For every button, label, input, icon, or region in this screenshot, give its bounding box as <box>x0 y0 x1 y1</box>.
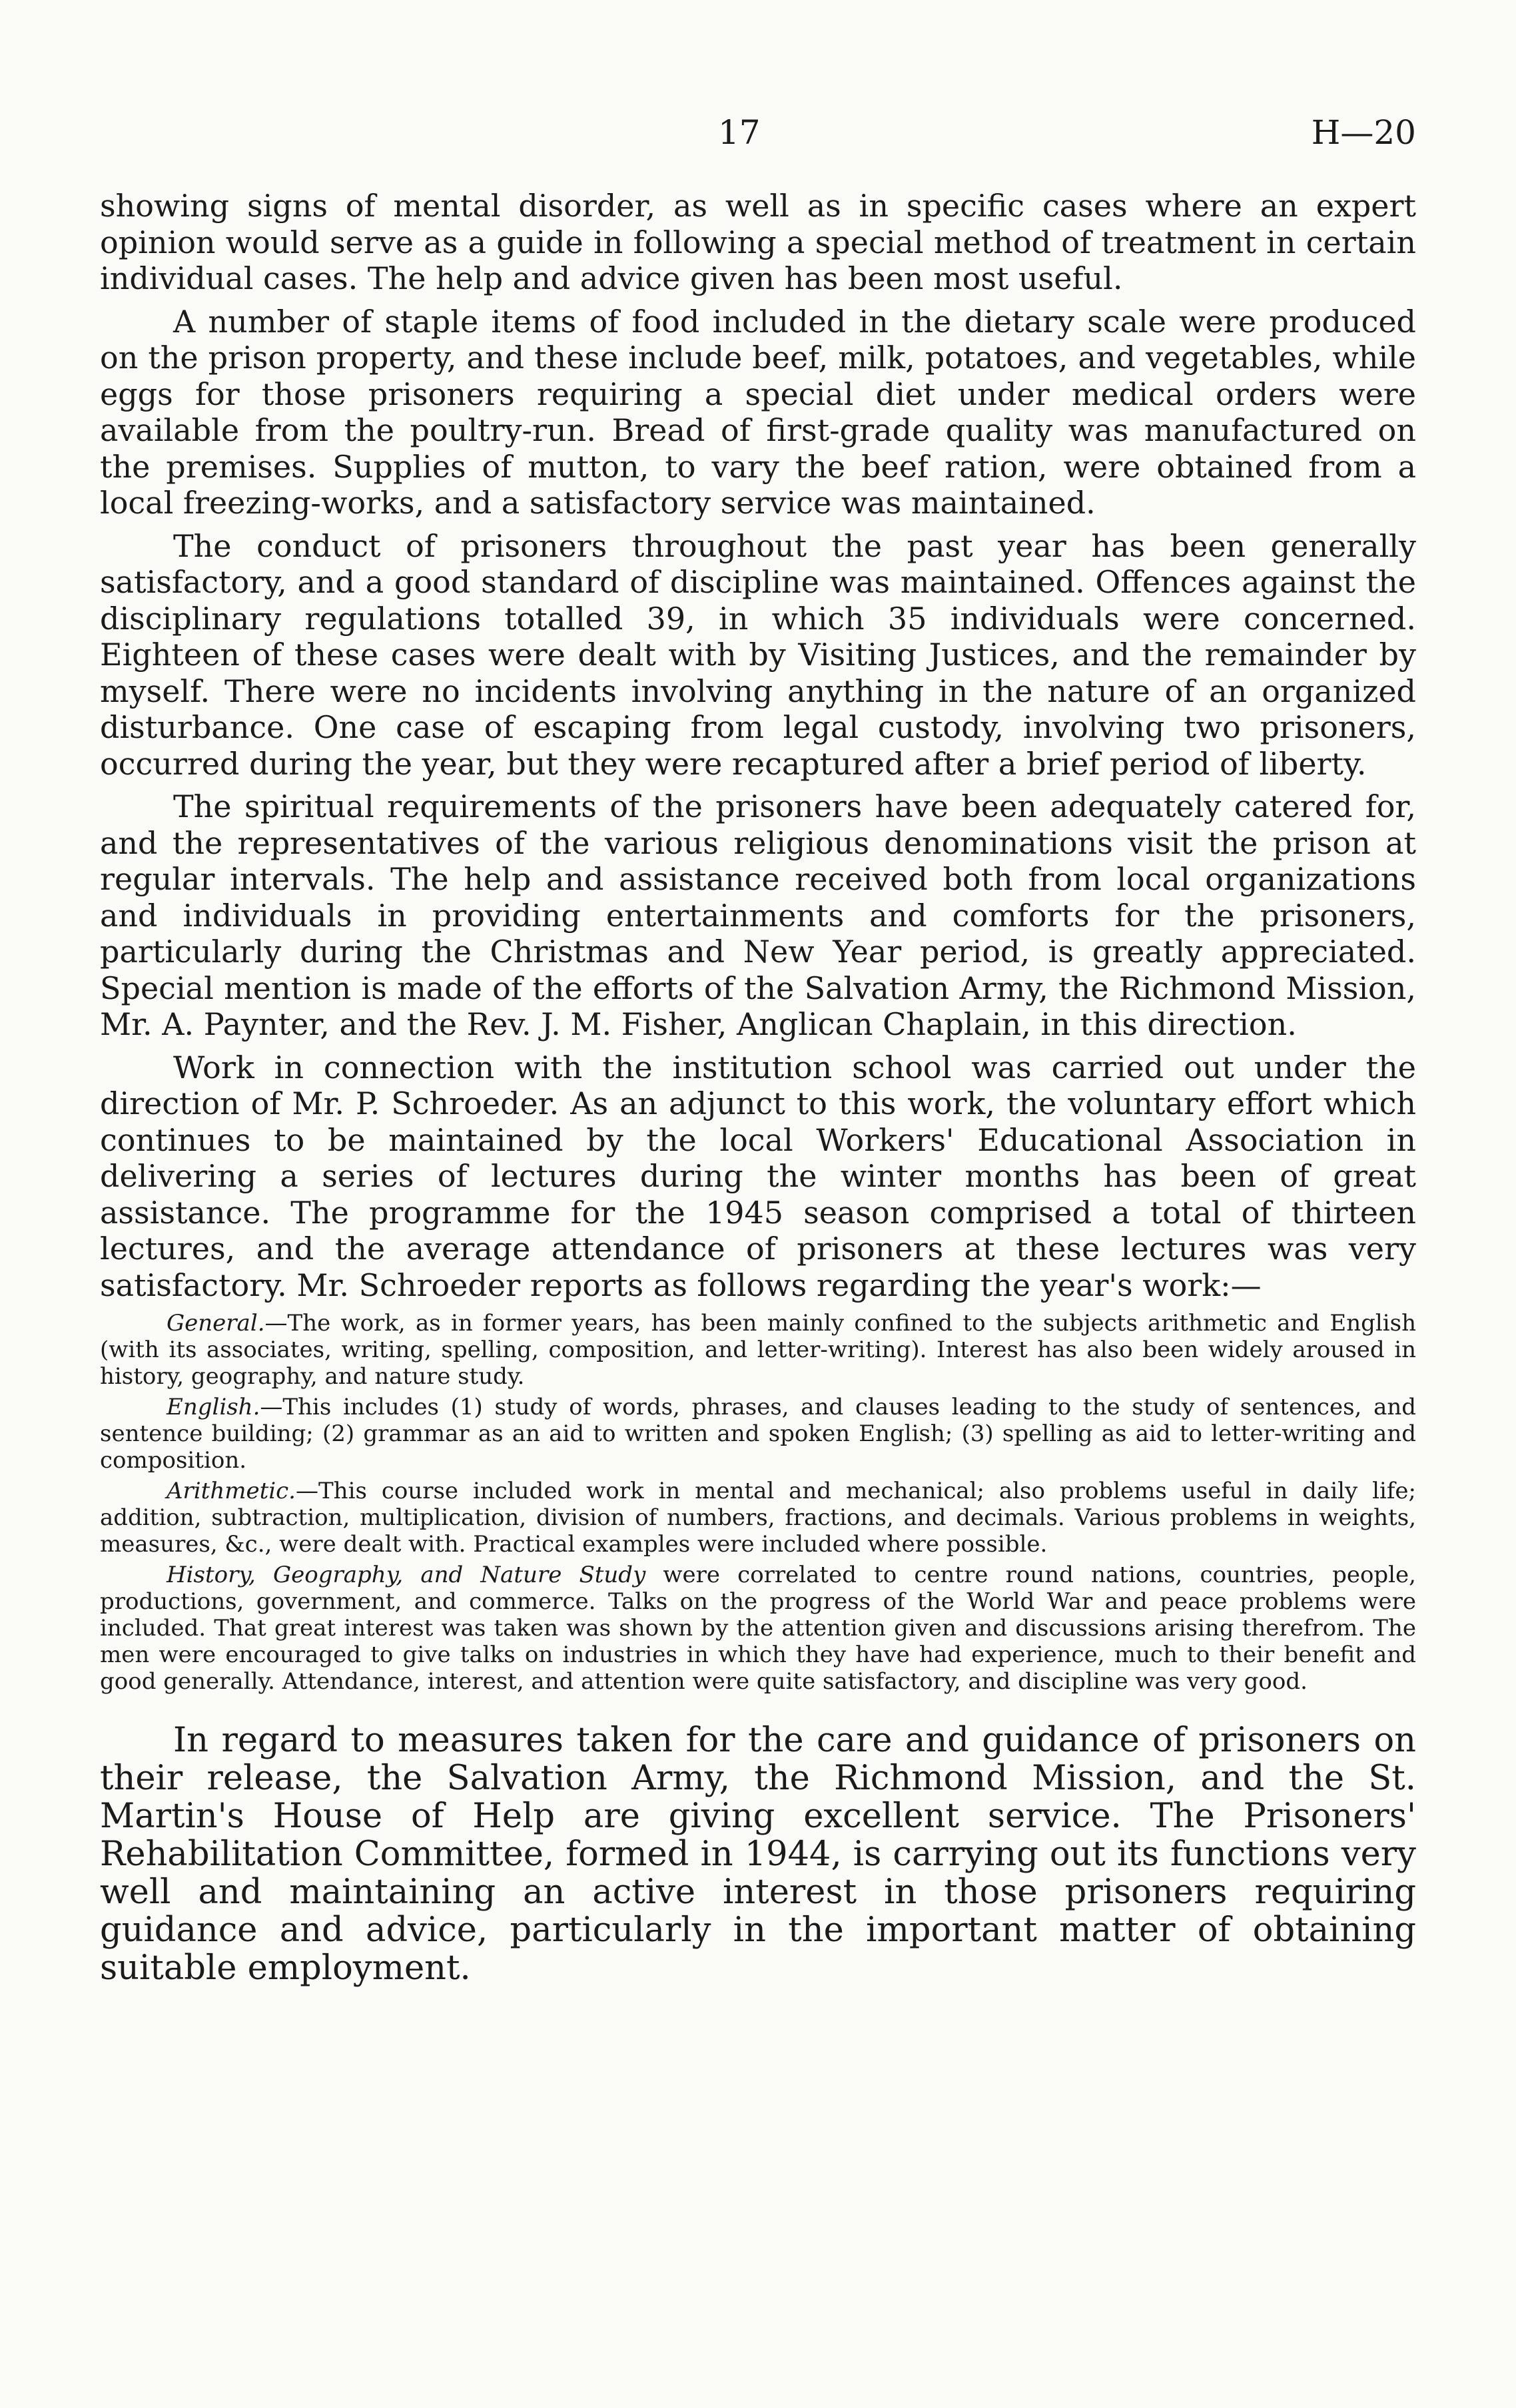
note-text: were correlated to centre round nations, countries, people, productions, government, and commerce. Talks on the progress of the World War and peace problems were included. That great interest was taken was shown by the attention given and discussions arising therefrom. The men were encouraged to give talks on industries in which they have had experience, much to their benefit and good generally. Attendance, interest, and attention were quite satisfactory, and discipline was very good. <box>100 1562 1416 1695</box>
page-body <box>100 188 1416 1987</box>
paragraph-continued: showing signs of mental disorder, as well as in specific cases where an expert opinion would serve as a guide in following a special method of treatment in certain individual cases. The help and advice given has been most useful. <box>100 188 1416 296</box>
main-text <box>100 188 1416 1303</box>
note-heading: General. <box>167 1310 265 1337</box>
page-header <box>0 113 1516 160</box>
report-note-english <box>100 1394 1416 1474</box>
note-text: —This course included work in mental and mechanical; also problems useful in daily life; addition, subtraction, multiplication, division of numbers, fractions, and decimals. Various problems in weights, measures, &c., were dealt with. Practical examples were included where possible. <box>100 1478 1416 1558</box>
note-heading: English. <box>167 1394 260 1420</box>
note-text: —This includes (1) study of words, phrases, and clauses leading to the study of sentences, and sentence building; (2) grammar as an aid to written and spoken English; (3) spelling as aid to letter-writing and composition. <box>100 1394 1416 1474</box>
schroeder-report <box>100 1310 1416 1695</box>
closing-section <box>100 1721 1416 1987</box>
paragraph-spiritual: The spiritual requirements of the prisoners have been adequately catered for, and the representatives of the various religious denominations visit the prison at regular intervals. The help and assistance received both from local organizations and individuals in providing entertainments and comforts for the prisoners, particularly during the Christmas and New Year period, is greatly appreciated. Special mention is made of the efforts of the Salvation Army, the Richmond Mission, Mr. A. Paynter, and the Rev. J. M. Fisher, Anglican Chaplain, in this direction. <box>100 788 1416 1042</box>
paragraph-school-work: Work in connection with the institution school was carried out under the direction of Mr. P. Schroeder. As an adjunct to this work, the voluntary effort which continues to be maintained by the local Workers' Educational Association in delivering a series of lectures during the winter months has been of great assistance. The programme for the 1945 season comprised a total of thirteen lectures, and the average attendance of prisoners at these lectures was very satisfactory. Mr. Schroeder reports as follows regarding the year's work:— <box>100 1049 1416 1303</box>
paragraph-conduct: The conduct of prisoners throughout the past year has been generally satisfactory, and a good standard of discipline was maintained. Offences against the disciplinary regulations totalled 39, in which 35 individuals were concerned. Eighteen of these cases were dealt with by Visiting Justices, and the remainder by myself. There were no incidents involving anything in the nature of an organized disturbance. One case of escaping from legal custody, involving two prisoners, occurred during the year, but they were recaptured after a brief period of liberty. <box>100 527 1416 782</box>
report-note-history <box>100 1562 1416 1695</box>
paragraph-rehabilitation: In regard to measures taken for the care and guidance of prisoners on their release, the Salvation Army, the Richmond Mission, and the St. Martin's House of Help are giving excellent service. The Prisoners' Rehabilitation Committee, formed in 1944, is carrying out its functions very well and maintaining an active interest in those prisoners requiring guidance and advice, particularly in the important matter of obtaining suitable employment. <box>100 1721 1416 1988</box>
report-note-general <box>100 1310 1416 1390</box>
report-note-arithmetic <box>100 1478 1416 1558</box>
note-heading: Arithmetic. <box>167 1478 296 1504</box>
paragraph-food-supply: A number of staple items of food included in the dietary scale were produced on the prison property, and these include beef, milk, potatoes, and vegetables, while eggs for those prisoners requiring a special diet under medical orders were available from the poultry-run. Bread of first-grade quality was manufactured on the premises. Supplies of mutton, to vary the beef ration, were obtained from a local freezing-works, and a satisfactory service was maintained. <box>100 303 1416 521</box>
document-series-number: H—20 <box>1311 113 1416 152</box>
note-heading: History, Geography, and Nature Study <box>167 1562 646 1588</box>
note-text: —The work, as in former years, has been mainly confined to the subjects arithmetic and English (with its associates, writing, spelling, composition, and letter-writing). Interest has also been widely aroused in history, geography, and nature study. <box>100 1310 1416 1390</box>
page-number: 17 <box>718 113 761 152</box>
